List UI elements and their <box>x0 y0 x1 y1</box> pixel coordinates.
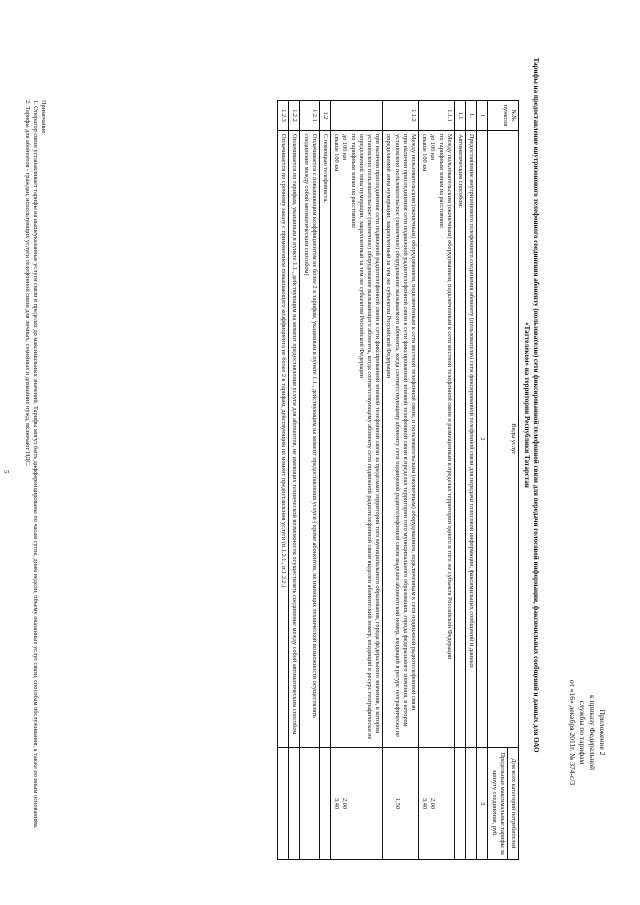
row-price <box>319 748 330 860</box>
row-text: при наличии присоединения сети подвижной радиотелефонной связи к сети фиксированной зоновой телефонной связи за пределами территории того муниципального образования, города федерального значения, в котором установлено пользовательское (оконечное) оборудование вызывающего абонента, когда соответствующему абоненту сети подвижной радиотелефонной связи выделен абонентский номер, входящий в ресурс географически не определяемой зоны нумерации, закрепленный за тем же субъектом Российской Федерации по тарифным зонам на расстоянии: до 100 км свыше 100 км <box>330 131 382 748</box>
row-num <box>330 101 382 131</box>
colnum-cell: 3 <box>477 748 488 860</box>
table-row <box>330 101 382 860</box>
column-number-row <box>477 101 488 860</box>
row-text: Оплачивается по тарифам, указанным в пункте 1.1., действующим на момент предоставления услуги для абонентов, не имеющих технической возможности осуществлять соединение между собой автоматическим способом <box>289 131 300 748</box>
colnum-cell: 1 <box>477 101 488 131</box>
row-num: 1.2.1 <box>300 101 319 131</box>
row-price <box>289 748 300 860</box>
note-1: 1. Оператор связи устанавливает тарифы на вышеуказанные услуги связи в пределах до максимальных значений. Тарифы могут быть дифференцированы по часам суток, дням недели, объему оказанных услуг связи, способам обслуживания, а также по иным основаниям. <box>31 100 39 829</box>
col-group-header: Для всех категорий потребителей <box>507 748 518 860</box>
row-price: 1,50 <box>383 748 419 860</box>
tariff-table <box>277 100 519 860</box>
col-num-header: №№ пунктов <box>488 101 519 131</box>
row-num: 1. <box>465 101 476 131</box>
col-service-header: Виды услуг <box>488 131 519 748</box>
table-row <box>465 101 476 860</box>
colnum-cell: 2 <box>477 131 488 748</box>
row-num: 1.2 <box>319 101 330 131</box>
row-text: Предоставление внутризонового телефонного соединения абоненту (пользователю) сети фиксированной телефонной связи для передачи голосовой информации, факсимильных сообщений и данных <box>465 131 476 748</box>
row-num: 1.2.3 <box>277 101 288 131</box>
table-row <box>277 101 288 860</box>
col-price-header: Предельные максимальные тарифы за минуту соединения, руб. <box>488 748 507 860</box>
order-line: к приказу Федеральной <box>588 695 597 770</box>
row-price: 2,00 3,40 <box>418 748 454 860</box>
row-price <box>465 748 476 860</box>
row-price <box>277 748 288 860</box>
row-price <box>300 748 319 860</box>
service-line: службы по тарифам <box>578 700 587 765</box>
row-text: Оплачивается с повышающим коэффициентом не более 2 к тарифам, указанным в пункте 1.1., действующим на момент предоставления услуги ( кроме абонентов, не имеющих технической возможности осуществлять соединение между собой автоматическим способом) <box>300 131 319 748</box>
document-title: Тарифы на предоставление внутризонового телефонного соединения абоненту (пользователю) сети фиксированной телефонной связи для передачи голосовой информации, факсимильных сообщений и данных для ОАО «Таттелеком» на территории Республики Татарстан <box>523 57 540 753</box>
row-text: Между пользовательским (оконечным) оборудованием, подключенным к сети местной телефонной связи и размещенным в пределах территории одного и того же субъекта Российской Федерации по тарифным зонам на расстоянии: до 100 км свыше 100 км <box>418 131 454 748</box>
table-header-row <box>507 101 518 860</box>
table-row <box>300 101 319 860</box>
table-row <box>454 101 465 860</box>
row-num: 1.1.1 <box>418 101 454 131</box>
table-row <box>418 101 454 860</box>
notes-section <box>22 100 47 870</box>
row-text: Между пользовательским (оконечным) оборудованием, подключенным к сети местной телефонной связи, и пользовательским (оконечным) оборудованием, подключенным к сети подвижной радиотелефонной связи при наличии присоединения сети подвижной радиотелефонной связи к сети фиксированной зоновой телефонной связи в пределах территории того муниципального образования, города федерального значения, в котором установлено пользовательское (оконечное) оборудование вызываемого абонента, когда соответствующему абоненту сети подвижной радиотелефонной связи выделен абонентский номер, входящий в ресурс географически не определяемой зоны нумерации, закрепленный за тем же субъектом Российской Федерации <box>383 131 419 748</box>
table-row <box>383 101 419 860</box>
notes-title: Примечание: <box>40 100 47 135</box>
row-text: С помощью телефониста. <box>319 131 330 748</box>
appendix-header <box>567 595 607 870</box>
row-price <box>454 748 465 860</box>
row-text: Оплачивается по срочному заказу с применением повышающего коэффициента не более 2 к тарифам, действующим на момент предоставления услуги (п.1.2.1., п.1.2.2.) <box>277 131 288 748</box>
date-line: от «16» декабря 2011г. № 374-с/3 <box>568 679 577 786</box>
row-price: 2,00 3,40 <box>330 748 382 860</box>
table-row <box>289 101 300 860</box>
table-row <box>319 101 330 860</box>
row-text: Автоматическим способом: <box>454 131 465 748</box>
appendix-line: Приложение 2 <box>598 709 607 756</box>
row-num: 1.1 <box>454 101 465 131</box>
row-num: 1.2.2 <box>289 101 300 131</box>
note-2: 2. Тарифы для абонентов - граждан, использующих услуги телефонной связи для личных, семейных и домашних нужд, включают НДС. <box>23 100 31 467</box>
page-number: 5 <box>2 470 10 474</box>
row-num: 1.1.2 <box>383 101 419 131</box>
